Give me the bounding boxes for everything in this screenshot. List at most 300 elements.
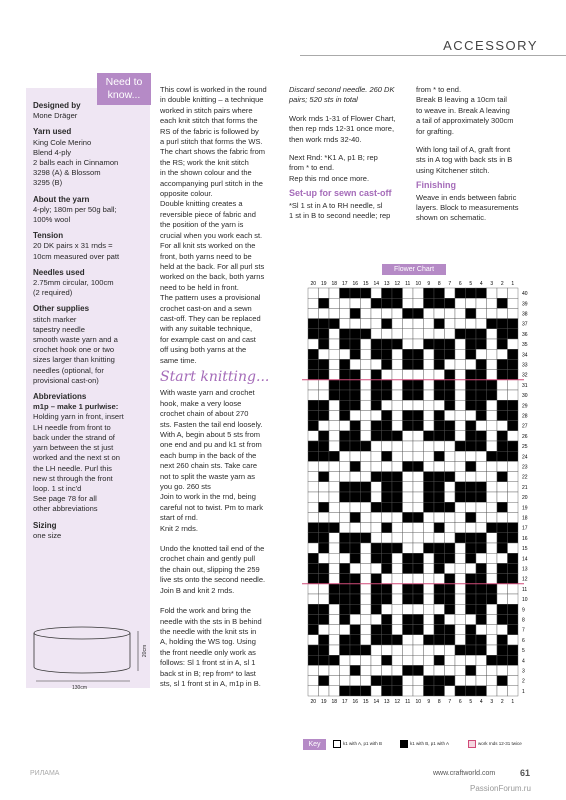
chart-cell bbox=[487, 410, 498, 420]
chart-cell bbox=[340, 400, 351, 410]
chart-cell bbox=[403, 472, 414, 482]
row-label: 24 bbox=[522, 454, 528, 461]
row-label: 32 bbox=[522, 372, 528, 379]
chart-cell bbox=[508, 625, 519, 635]
chart-cell bbox=[476, 492, 487, 502]
chart-cell bbox=[466, 482, 477, 492]
row-label: 40 bbox=[522, 291, 528, 298]
chart-cell bbox=[403, 614, 414, 624]
chart-cell bbox=[466, 614, 477, 624]
chart-cell bbox=[487, 482, 498, 492]
chart-cell bbox=[308, 604, 319, 614]
chart-cell bbox=[350, 512, 361, 522]
chart-cell bbox=[371, 431, 382, 441]
chart-cell bbox=[434, 676, 445, 686]
chart-cell bbox=[413, 574, 424, 584]
row-label: 7 bbox=[522, 627, 525, 634]
chart-cell bbox=[382, 400, 393, 410]
abbr-line: new st through the front bbox=[33, 473, 113, 483]
chart-cell bbox=[497, 359, 508, 369]
chart-cell bbox=[497, 574, 508, 584]
supplies-line: stitch marker bbox=[33, 314, 77, 324]
chart-cell bbox=[476, 655, 487, 665]
chart-cell bbox=[350, 380, 361, 390]
chart-cell bbox=[424, 563, 435, 573]
chart-cell bbox=[340, 512, 351, 522]
chart-cell bbox=[455, 339, 466, 349]
chart-cell bbox=[371, 645, 382, 655]
chart-cell bbox=[487, 288, 498, 298]
chart-cell bbox=[361, 523, 372, 533]
chart-cell bbox=[403, 288, 414, 298]
chart-cell bbox=[476, 410, 487, 420]
chart-cell bbox=[476, 421, 487, 431]
chart-cell bbox=[371, 563, 382, 573]
chart-cell bbox=[403, 441, 414, 451]
chart-cell bbox=[340, 472, 351, 482]
chart-cell bbox=[424, 502, 435, 512]
chart-cell bbox=[497, 451, 508, 461]
chart-cell bbox=[340, 288, 351, 298]
yarn-label: Yarn used bbox=[33, 127, 72, 137]
column-label: 13 bbox=[383, 281, 390, 287]
chart-cell bbox=[329, 523, 340, 533]
chart-cell bbox=[382, 584, 393, 594]
chart-cell bbox=[508, 380, 519, 390]
chart-cell bbox=[424, 390, 435, 400]
chart-cell bbox=[508, 492, 519, 502]
chart-cell bbox=[445, 359, 456, 369]
chart-cell bbox=[392, 339, 403, 349]
chart-cell bbox=[455, 543, 466, 553]
chart-cell bbox=[487, 441, 498, 451]
chart-cell bbox=[445, 461, 456, 471]
chart-cell bbox=[487, 451, 498, 461]
chart-cell bbox=[319, 410, 330, 420]
chart-cell bbox=[403, 594, 414, 604]
row-label: 30 bbox=[522, 393, 528, 400]
chart-cell bbox=[403, 625, 414, 635]
chart-cell bbox=[508, 421, 519, 431]
chart-cell bbox=[403, 380, 414, 390]
chart-cell bbox=[361, 645, 372, 655]
chart-cell bbox=[413, 308, 424, 318]
chart-cell bbox=[445, 451, 456, 461]
chart-cell bbox=[403, 492, 414, 502]
about-line: 4-ply; 180m per 50g ball; bbox=[33, 204, 117, 214]
chart-cell bbox=[361, 686, 372, 696]
chart-cell bbox=[434, 339, 445, 349]
needles-label: Needles used bbox=[33, 267, 85, 277]
chart-cell bbox=[361, 502, 372, 512]
chart-cell bbox=[308, 584, 319, 594]
chart-cell bbox=[413, 553, 424, 563]
chart-cell bbox=[392, 625, 403, 635]
chart-cell bbox=[487, 359, 498, 369]
chart-cell bbox=[497, 380, 508, 390]
chart-cell bbox=[466, 604, 477, 614]
chart-cell bbox=[403, 645, 414, 655]
chart-cell bbox=[361, 665, 372, 675]
chart-cell bbox=[413, 288, 424, 298]
row-label: 28 bbox=[522, 413, 528, 420]
chart-cell bbox=[308, 523, 319, 533]
chart-cell bbox=[476, 380, 487, 390]
row-label: 37 bbox=[522, 321, 528, 328]
chart-cell bbox=[319, 563, 330, 573]
chart-cell bbox=[319, 655, 330, 665]
chart-cell bbox=[403, 461, 414, 471]
chart-cell bbox=[361, 421, 372, 431]
chart-cell bbox=[424, 533, 435, 543]
sizing-label: Sizing bbox=[33, 520, 57, 530]
chart-cell bbox=[413, 421, 424, 431]
chart-cell bbox=[508, 574, 519, 584]
chart-cell bbox=[434, 421, 445, 431]
chart-cell bbox=[413, 625, 424, 635]
chart-cell bbox=[392, 298, 403, 308]
chart-cell bbox=[319, 308, 330, 318]
chart-cell bbox=[424, 359, 435, 369]
chart-cell bbox=[466, 655, 477, 665]
chart-cell bbox=[508, 604, 519, 614]
chart-cell bbox=[434, 410, 445, 420]
chart-cell bbox=[361, 380, 372, 390]
chart-cell bbox=[508, 472, 519, 482]
chart-cell bbox=[434, 635, 445, 645]
yarn-line: 3295 (B) bbox=[33, 178, 63, 188]
chart-cell bbox=[434, 329, 445, 339]
chart-cell bbox=[413, 339, 424, 349]
chart-cell bbox=[466, 574, 477, 584]
chart-cell bbox=[308, 482, 319, 492]
chart-cell bbox=[350, 604, 361, 614]
chart-cell bbox=[329, 584, 340, 594]
chart-cell bbox=[445, 339, 456, 349]
chart-cell bbox=[382, 563, 393, 573]
chart-cell bbox=[466, 288, 477, 298]
chart-cell bbox=[382, 533, 393, 543]
chart-cell bbox=[350, 523, 361, 533]
chart-cell bbox=[403, 523, 414, 533]
abbr-title: m1p – make 1 purlwise: bbox=[33, 402, 119, 412]
chart-cell bbox=[476, 604, 487, 614]
row-label: 3 bbox=[522, 668, 525, 675]
supplies-line: smooth waste yarn and a bbox=[33, 335, 118, 345]
chart-cell bbox=[476, 676, 487, 686]
chart-cell bbox=[487, 625, 498, 635]
column-label: 14 bbox=[373, 699, 380, 705]
chart-cell bbox=[329, 370, 340, 380]
row-label: 6 bbox=[522, 637, 525, 644]
chart-cell bbox=[329, 635, 340, 645]
abbr-line: Holding yarn in front, insert bbox=[33, 412, 124, 422]
chart-cell bbox=[392, 584, 403, 594]
need-to-know-tab: Need to know... bbox=[97, 73, 151, 105]
chart-cell bbox=[340, 625, 351, 635]
row-label: 39 bbox=[522, 301, 528, 308]
chart-cell bbox=[308, 614, 319, 624]
chart-cell bbox=[424, 410, 435, 420]
chart-cell bbox=[434, 431, 445, 441]
chart-cell bbox=[371, 594, 382, 604]
chart-cell bbox=[487, 400, 498, 410]
chart-cell bbox=[382, 574, 393, 584]
chart-cell bbox=[319, 370, 330, 380]
chart-cell bbox=[371, 400, 382, 410]
chart-cell bbox=[424, 543, 435, 553]
chart-cell bbox=[424, 461, 435, 471]
chart-cell bbox=[371, 319, 382, 329]
chart-cell bbox=[466, 380, 477, 390]
chart-cell bbox=[350, 400, 361, 410]
chart-cell bbox=[319, 298, 330, 308]
chart-cell bbox=[508, 329, 519, 339]
chart-cell bbox=[371, 298, 382, 308]
chart-cell bbox=[424, 380, 435, 390]
chart-cell bbox=[350, 431, 361, 441]
chart-cell bbox=[403, 370, 414, 380]
chart-cell bbox=[382, 635, 393, 645]
abbr-line: the LH needle. Purl this bbox=[33, 463, 112, 473]
chart-cell bbox=[424, 665, 435, 675]
chart-cell bbox=[350, 594, 361, 604]
column-label: 17 bbox=[341, 281, 348, 287]
chart-cell bbox=[445, 390, 456, 400]
chart-cell bbox=[413, 461, 424, 471]
chart-cell bbox=[361, 359, 372, 369]
chart-cell bbox=[350, 390, 361, 400]
chart-cell bbox=[392, 410, 403, 420]
chart-cell bbox=[476, 308, 487, 318]
chart-cell bbox=[340, 308, 351, 318]
chart-cell bbox=[455, 614, 466, 624]
chart-cell bbox=[487, 604, 498, 614]
chart-cell bbox=[487, 492, 498, 502]
chart-cell bbox=[371, 492, 382, 502]
chart-cell bbox=[424, 451, 435, 461]
chart-cell bbox=[445, 370, 456, 380]
chart-cell bbox=[350, 625, 361, 635]
chart-cell bbox=[403, 349, 414, 359]
abbr-line: worked and the next st on bbox=[33, 453, 120, 463]
chart-cell bbox=[340, 339, 351, 349]
work-rounds-text: Work rnds 1-31 of Flower Chart, then rep rnds 12-31 once more, then work rnds 32-40. bbox=[289, 113, 396, 144]
chart-cell bbox=[308, 359, 319, 369]
row-label: 12 bbox=[522, 576, 528, 583]
chart-cell bbox=[308, 502, 319, 512]
chart-cell bbox=[329, 431, 340, 441]
chart-cell bbox=[340, 676, 351, 686]
chart-cell bbox=[361, 482, 372, 492]
finishing-column bbox=[416, 85, 538, 224]
chart-cell bbox=[371, 421, 382, 431]
chart-cell bbox=[497, 635, 508, 645]
chart-cell bbox=[382, 359, 393, 369]
column-label: 12 bbox=[394, 281, 401, 287]
chart-cell bbox=[361, 594, 372, 604]
chart-cell bbox=[508, 349, 519, 359]
chart-cell bbox=[371, 308, 382, 318]
sizing-value: one size bbox=[33, 530, 62, 540]
chart-cell bbox=[455, 553, 466, 563]
chart-cell bbox=[434, 574, 445, 584]
chart-cell bbox=[319, 390, 330, 400]
chart-cell bbox=[413, 594, 424, 604]
chart-cell bbox=[413, 655, 424, 665]
chart-cell bbox=[434, 512, 445, 522]
chart-cell bbox=[424, 594, 435, 604]
chart-cell bbox=[497, 614, 508, 624]
chart-cell bbox=[455, 512, 466, 522]
next-round-text: Next Rnd: *K1 A, p1 B; rep from * to end. Rep this rnd once more. bbox=[289, 153, 378, 183]
chart-cell bbox=[466, 329, 477, 339]
chart-cell bbox=[487, 594, 498, 604]
chart-cell bbox=[445, 594, 456, 604]
header-rule bbox=[300, 55, 566, 56]
chart-cell bbox=[497, 400, 508, 410]
chart-cell bbox=[476, 431, 487, 441]
chart-cell bbox=[466, 625, 477, 635]
chart-cell bbox=[361, 400, 372, 410]
chart-cell bbox=[329, 614, 340, 624]
chart-cell bbox=[382, 451, 393, 461]
chart-cell bbox=[371, 390, 382, 400]
chart-cell bbox=[434, 543, 445, 553]
chart-cell bbox=[497, 523, 508, 533]
chart-cell bbox=[308, 370, 319, 380]
chart-cell bbox=[371, 451, 382, 461]
chart-cell bbox=[350, 655, 361, 665]
chart-cell bbox=[329, 604, 340, 614]
chart-cell bbox=[497, 655, 508, 665]
chart-cell bbox=[445, 492, 456, 502]
row-label: 35 bbox=[522, 342, 528, 349]
chart-cell bbox=[497, 543, 508, 553]
chart-cell bbox=[466, 594, 477, 604]
chart-cell bbox=[329, 288, 340, 298]
chart-cell bbox=[382, 431, 393, 441]
abbr-line: back under the strand of bbox=[33, 432, 115, 442]
chart-cell bbox=[445, 482, 456, 492]
chart-cell bbox=[476, 563, 487, 573]
chart-cell bbox=[308, 655, 319, 665]
chart-cell bbox=[434, 359, 445, 369]
graft-text: With long tail of A, graft front sts in A tog with back sts in B using Kitchener stitch. bbox=[416, 145, 513, 175]
chart-cell bbox=[329, 645, 340, 655]
chart-cell bbox=[361, 308, 372, 318]
chart-cell bbox=[382, 319, 393, 329]
key-label: Key bbox=[303, 739, 326, 750]
chart-cell bbox=[403, 655, 414, 665]
chart-cell bbox=[413, 563, 424, 573]
chart-cell bbox=[403, 665, 414, 675]
chart-cell bbox=[455, 563, 466, 573]
chart-cell bbox=[350, 563, 361, 573]
chart-cell bbox=[392, 431, 403, 441]
chart-cell bbox=[413, 319, 424, 329]
cast-off-text: *Sl 1 st in A to RH needle, sl 1 st in B to second needle; rep bbox=[289, 200, 391, 221]
chart-cell bbox=[308, 308, 319, 318]
chart-cell bbox=[476, 349, 487, 359]
key-item-b: k1 with B, p1 with A bbox=[400, 740, 449, 748]
chart-cell bbox=[508, 523, 519, 533]
chart-cell bbox=[371, 676, 382, 686]
chart-cell bbox=[455, 665, 466, 675]
chart-cell bbox=[340, 502, 351, 512]
chart-cell bbox=[361, 319, 372, 329]
chart-cell bbox=[308, 319, 319, 329]
chart-cell bbox=[361, 492, 372, 502]
chart-cell bbox=[413, 298, 424, 308]
supplies-line: provisional cast-on) bbox=[33, 375, 99, 385]
chart-cell bbox=[319, 329, 330, 339]
chart-cell bbox=[392, 461, 403, 471]
chart-cell bbox=[340, 594, 351, 604]
chart-cell bbox=[371, 410, 382, 420]
chart-cell bbox=[340, 563, 351, 573]
yarn-line: 2 balls each in Cinnamon bbox=[33, 158, 119, 168]
chart-cell bbox=[361, 431, 372, 441]
chart-cell bbox=[361, 563, 372, 573]
chart-cell bbox=[445, 584, 456, 594]
chart-cell bbox=[308, 421, 319, 431]
chart-cell bbox=[466, 298, 477, 308]
chart-cell bbox=[487, 523, 498, 533]
row-label: 38 bbox=[522, 311, 528, 318]
chart-cell bbox=[340, 686, 351, 696]
row-label: 22 bbox=[522, 474, 528, 481]
chart-cell bbox=[350, 339, 361, 349]
chart-cell bbox=[361, 614, 372, 624]
chart-cell bbox=[445, 523, 456, 533]
chart-cell bbox=[434, 584, 445, 594]
about-yarn-label: About the yarn bbox=[33, 194, 90, 204]
column-label: 13 bbox=[383, 699, 390, 705]
chart-cell bbox=[382, 655, 393, 665]
chart-cell bbox=[487, 339, 498, 349]
chart-cell bbox=[340, 665, 351, 675]
chart-cell bbox=[508, 359, 519, 369]
chart-cell bbox=[434, 308, 445, 318]
chart-cell bbox=[361, 584, 372, 594]
chart-cell bbox=[382, 421, 393, 431]
chart-cell bbox=[361, 625, 372, 635]
chart-cell bbox=[466, 421, 477, 431]
column-label: 7 bbox=[448, 281, 452, 287]
chart-cell bbox=[308, 451, 319, 461]
row-label: 13 bbox=[522, 566, 528, 573]
chart-cell bbox=[361, 298, 372, 308]
row-label: 31 bbox=[522, 382, 528, 389]
chart-cell bbox=[350, 308, 361, 318]
chart-cell bbox=[413, 512, 424, 522]
chart-cell bbox=[319, 584, 330, 594]
chart-cell bbox=[424, 308, 435, 318]
chart-cell bbox=[361, 410, 372, 420]
needles-line: 2.75mm circular, 100cm bbox=[33, 278, 114, 288]
chart-cell bbox=[319, 533, 330, 543]
chart-cell bbox=[476, 472, 487, 482]
chart-cell bbox=[371, 512, 382, 522]
chart-cell bbox=[445, 288, 456, 298]
chart-cell bbox=[340, 461, 351, 471]
column-label: 9 bbox=[427, 699, 431, 705]
chart-cell bbox=[466, 584, 477, 594]
chart-cell bbox=[350, 461, 361, 471]
chart-cell bbox=[403, 400, 414, 410]
chart-cell bbox=[445, 574, 456, 584]
